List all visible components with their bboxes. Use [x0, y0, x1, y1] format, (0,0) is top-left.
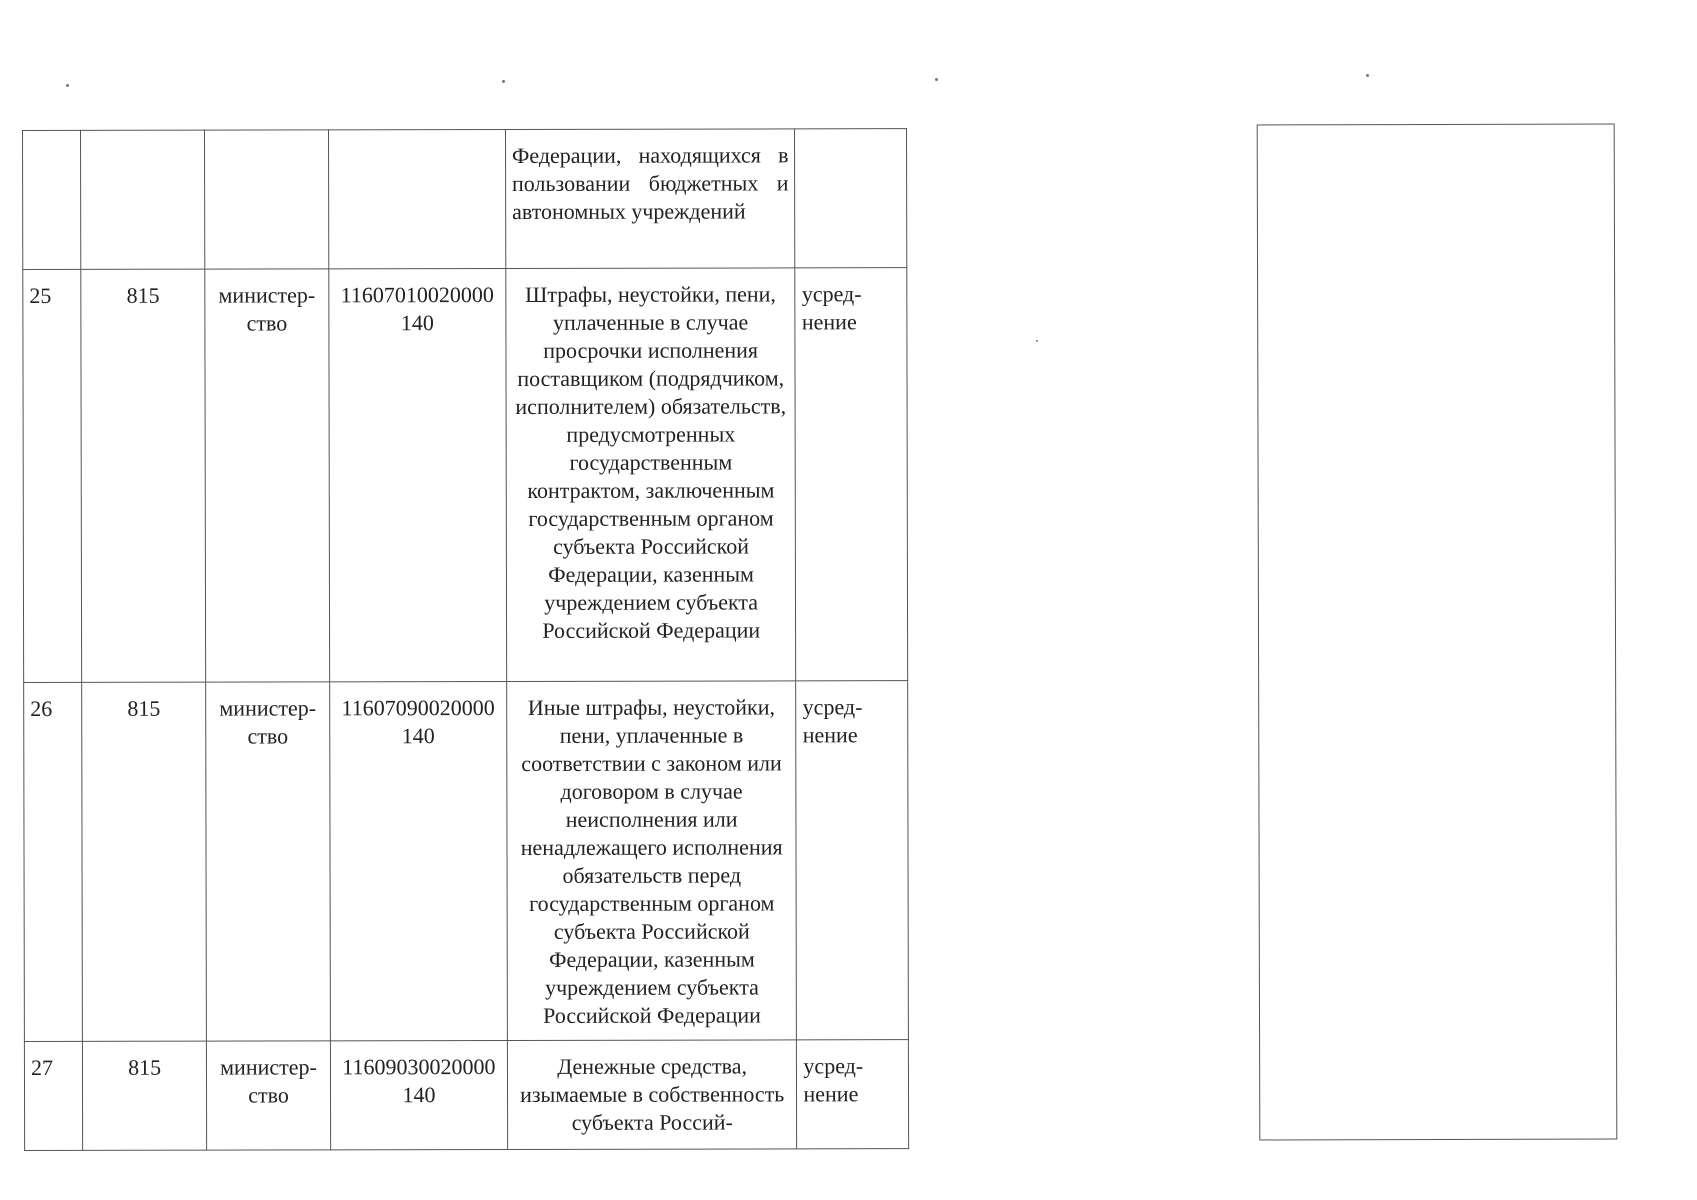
cell-number: 25 [23, 269, 82, 682]
cell-kbk: 11607090020000 140 [330, 681, 508, 1040]
cell-kbk [328, 129, 505, 268]
cell-admin-code [81, 130, 205, 269]
cell-method: усред- нение [795, 268, 907, 681]
cell-method [795, 129, 907, 268]
table-row-continuation [23, 129, 907, 270]
cell-administrator: министер- ство [207, 1041, 331, 1150]
cell-method: усред- нение [797, 1040, 909, 1149]
cell-admin-code: 815 [83, 1041, 207, 1150]
cell-administrator [205, 130, 329, 269]
scan-speck [502, 80, 505, 83]
cell-number [23, 130, 82, 269]
cell-administrator: министер- ство [205, 269, 330, 682]
budget-revenue-table [22, 128, 909, 1151]
table-row [24, 1040, 908, 1151]
cell-admin-code: 815 [81, 269, 206, 682]
scan-speck [935, 78, 938, 81]
cell-method: усред- нение [796, 681, 908, 1040]
table-row [24, 681, 909, 1042]
scan-speck [1036, 340, 1038, 342]
cell-administrator: министер- ство [206, 682, 331, 1041]
scan-speck [1366, 74, 1369, 77]
cell-kbk: 11607010020000 140 [329, 268, 507, 681]
cell-kbk: 11609030020000 140 [330, 1040, 507, 1149]
cell-description: Федерации, находящихся в пользовании бюджетных и автономных учреждений [505, 129, 795, 269]
cell-description: Денежные средства, изымаемые в собственность субъекта Россий- [507, 1040, 797, 1150]
cell-number: 27 [24, 1041, 83, 1150]
scan-speck [66, 84, 69, 87]
empty-frame [1257, 124, 1618, 1141]
table-row [23, 268, 908, 683]
cell-description: Иные штрафы, неустойки, пени, уплаченные в соответствии с законом или договором в случае неисполнения или ненадлежащего исполнения обязательств перед государственным органом субъекта Российской Федерации, казенным учреждением субъекта Российской Федерации [507, 681, 797, 1041]
cell-description: Штрафы, неустойки, пени, уплаченные в случае просрочки исполнения поставщиком (подрядчиком, исполнителем) обязательств, предусмотренных государственным контрактом, заключенным государственным органом субъекта Российской Федерации, казенным учреждением субъекта Российской Федерации [506, 268, 796, 682]
cell-number: 26 [24, 682, 83, 1041]
cell-admin-code: 815 [82, 682, 207, 1041]
